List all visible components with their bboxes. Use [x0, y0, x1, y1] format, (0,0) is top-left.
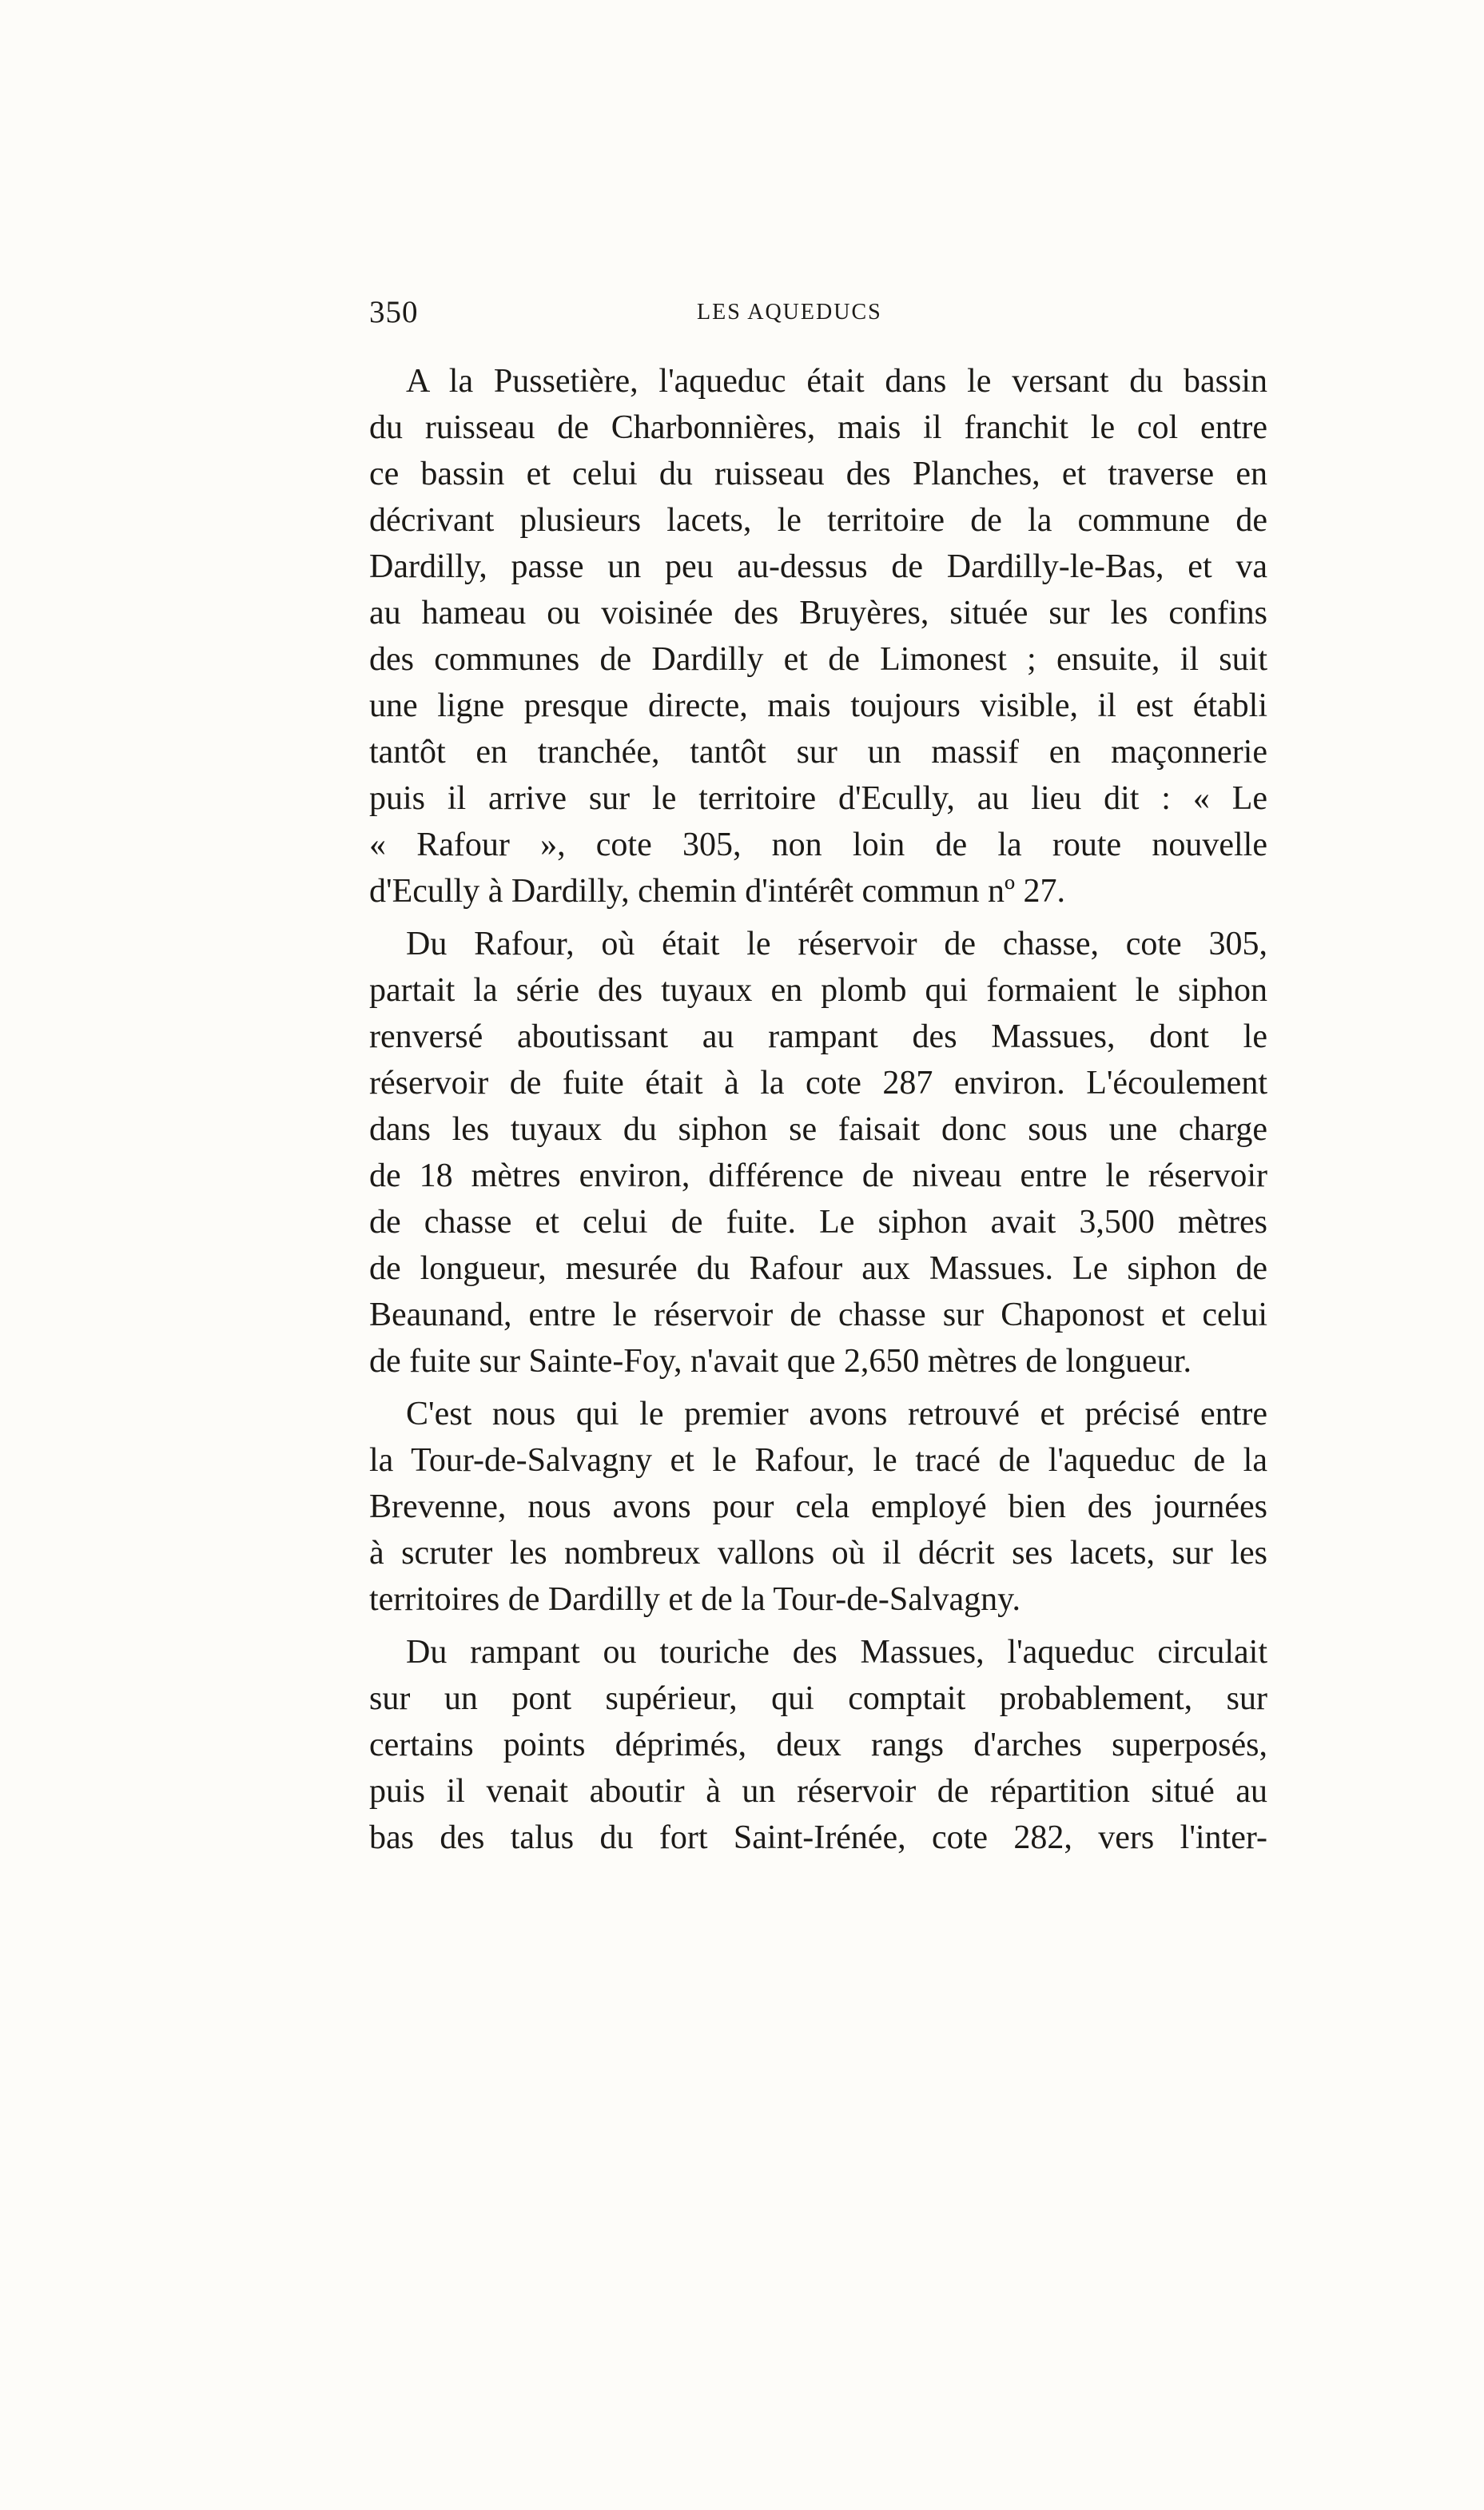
text-line: Brevenne, nous avons pour cela employé bien des journées: [369, 1488, 1267, 1525]
running-head: [369, 294, 908, 342]
text-line: partait la série des tuyaux en plomb qui formaient le siphon: [369, 972, 1267, 1009]
text-line: des communes de Dardilly et de Limonest ; ensuite, il suit: [369, 641, 1267, 678]
text-line: à scruter les nombreux vallons où il décrit ses lacets, sur les: [369, 1535, 1267, 1572]
text-line: réservoir de fuite était à la cote 287 environ. L'écoulement: [369, 1065, 1267, 1102]
paragraph-2: [369, 921, 1267, 1384]
text-line: d'Ecully à Dardilly, chemin d'intérêt commun nº 27.: [369, 873, 1066, 910]
text-line: dans les tuyaux du siphon se faisait donc sous une charge: [369, 1111, 1267, 1148]
text-line: une ligne presque directe, mais toujours visible, il est établi: [369, 687, 1267, 724]
paragraph-1: [369, 358, 1267, 914]
text-line: C'est nous qui le premier avons retrouvé et précisé entre: [406, 1396, 1267, 1432]
text-line: de 18 mètres environ, différence de niveau entre le réservoir: [369, 1157, 1267, 1194]
page-number: 350: [369, 295, 419, 329]
text-line: puis il venait aboutir à un réservoir de répartition situé au: [369, 1773, 1267, 1810]
text-line: sur un pont supérieur, qui comptait probablement, sur: [369, 1680, 1267, 1717]
text-line: certains points déprimés, deux rangs d'arches superposés,: [369, 1727, 1267, 1763]
text-line: Beaunand, entre le réservoir de chasse sur Chaponost et celui: [369, 1297, 1267, 1333]
text-line: ce bassin et celui du ruisseau des Planches, et traverse en: [369, 456, 1267, 492]
text-line: A la Pussetière, l'aqueduc était dans le versant du bassin: [406, 363, 1267, 400]
body-text: [369, 358, 1267, 1867]
text-line: de longueur, mesurée du Rafour aux Massues. Le siphon de: [369, 1250, 1267, 1287]
text-line: Dardilly, passe un peu au-dessus de Dardilly-le-Bas, et va: [369, 548, 1267, 585]
text-line: tantôt en tranchée, tantôt sur un massif en maçonnerie: [369, 734, 1267, 771]
text-line: puis il arrive sur le territoire d'Ecully, au lieu dit : « Le: [369, 780, 1267, 817]
text-line: territoires de Dardilly et de la Tour-de-Salvagny.: [369, 1581, 1020, 1618]
paragraph-4: [369, 1629, 1267, 1861]
text-line: Du Rafour, où était le réservoir de chasse, cote 305,: [406, 926, 1267, 962]
text-line: du ruisseau de Charbonnières, mais il franchit le col entre: [369, 409, 1267, 446]
text-line: la Tour-de-Salvagny et le Rafour, le tracé de l'aqueduc de la: [369, 1442, 1267, 1479]
running-title: LES AQUEDUCS: [697, 300, 882, 325]
text-line: décrivant plusieurs lacets, le territoire de la commune de: [369, 502, 1267, 539]
text-line: Du rampant ou touriche des Massues, l'aqueduc circulait: [406, 1634, 1267, 1671]
text-line: de fuite sur Sainte-Foy, n'avait que 2,650 mètres de longueur.: [369, 1343, 1192, 1380]
paragraph-3: [369, 1391, 1267, 1623]
text-line: « Rafour », cote 305, non loin de la route nouvelle: [369, 827, 1267, 863]
text-line: de chasse et celui de fuite. Le siphon avait 3,500 mètres: [369, 1204, 1267, 1241]
text-line: au hameau ou voisinée des Bruyères, située sur les confins: [369, 595, 1267, 631]
text-line: renversé aboutissant au rampant des Massues, dont le: [369, 1018, 1267, 1055]
text-line: bas des talus du fort Saint-Irénée, cote 282, vers l'inter-: [369, 1819, 1267, 1856]
